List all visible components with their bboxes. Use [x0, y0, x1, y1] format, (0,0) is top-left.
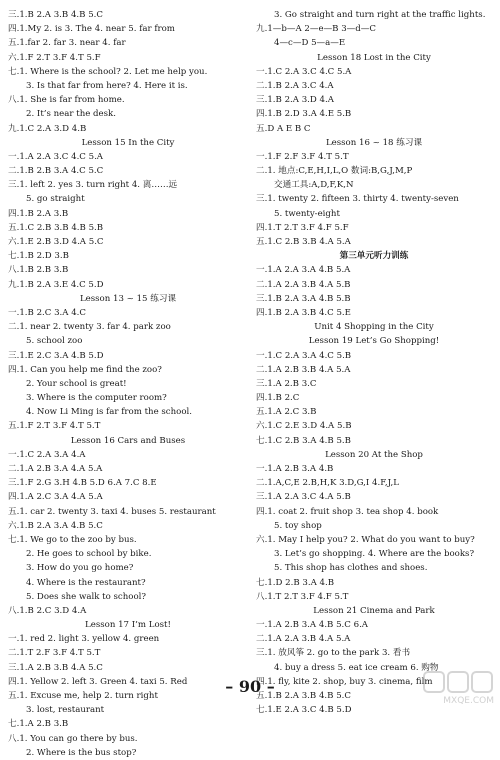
section-heading: Lesson 21 Cinema and Park — [313, 605, 435, 616]
watermark-logo — [422, 668, 494, 706]
answer-line: 七.1. Where is the school? 2. Let me help you. — [8, 66, 208, 77]
section-heading: Lesson 16 Cars and Buses — [70, 435, 186, 446]
answer-line: 五.1.F 2.T 3.F 4.T 5.T — [8, 421, 101, 432]
answer-line: 2. He goes to school by bike. — [26, 549, 152, 560]
answer-line: 五.1. Excuse me, help 2. turn right — [8, 691, 158, 701]
answer-line: 五.1. car 2. twenty 3. taxi 4. buses 5. restaurant — [8, 506, 216, 517]
answer-line: 一.1.A 2.B 3.A 4.B — [256, 464, 334, 474]
answer-line: 5. toy shop — [274, 520, 322, 531]
answer-line: 五.1.C 2.B 3.B 4.B 5.B — [8, 222, 104, 233]
section-heading: Unit 4 Shopping in the City — [314, 322, 434, 333]
answer-line: 三.1.E 2.C 3.A 4.B 5.D — [8, 350, 104, 361]
right-column — [256, 8, 492, 717]
answer-line: 二.1.A 2.B 3.B 4.A 5.A — [256, 364, 351, 375]
answer-line: 一.1.A 2.A 3.C 4.C 5.A — [8, 151, 104, 162]
answer-line: 三.1.A 2.B 3.B 4.A 5.C — [8, 662, 103, 673]
answer-line: 二.1.A 2.A 3.B 4.A 5.B — [256, 279, 351, 290]
answer-line: 四.1.A 2.C 3.A 4.A 5.A — [8, 492, 103, 503]
answer-line: 2. Where is the bus stop? — [26, 747, 137, 758]
answer-line: 一.1.C 2.A 3.C 4.C 5.A — [256, 66, 352, 77]
answer-line: 一.1.A 2.A 3.A 4.B 5.A — [256, 265, 351, 276]
answer-line: 3. Is that far from here? 4. Here it is. — [26, 80, 188, 91]
answer-line: 四.1. Yellow 2. left 3. Green 4. taxi 5. Red — [8, 676, 188, 687]
answer-line: 五.D A E B C — [256, 123, 311, 134]
answer-line: 5. school zoo — [26, 336, 83, 347]
answer-line: 四.1.B 2.D 3.A 4.E 5.B — [256, 109, 352, 120]
answer-line: 九.1—b—A 2—e—B 3—d—C — [256, 24, 376, 35]
answer-line: 四.1. fly, kite 2. shop, buy 3. cinema, film — [256, 676, 433, 687]
page-number: – 90 – — [225, 677, 275, 696]
answer-line: 3. lost, restaurant — [26, 705, 105, 716]
answer-line: 五.1.B 2.A 3.B 4.B 5.C — [256, 691, 351, 701]
answer-line: 一.1. red 2. light 3. yellow 4. green — [8, 634, 160, 645]
answer-line: 七.1.E 2.A 3.C 4.B 5.D — [256, 705, 352, 716]
answer-line: 五.1.C 2.B 3.B 4.A 5.A — [256, 237, 351, 247]
answer-line: 5. go straight — [26, 194, 85, 205]
answer-line: 4. buy a dress 5. eat ice cream 6. 购物 — [274, 662, 439, 673]
answer-line: 5. This shop has clothes and shoes. — [274, 563, 428, 574]
answer-line: 八.1.T 2.T 3.F 4.F 5.T — [256, 591, 349, 602]
section-heading: 第三单元听力训练 — [339, 251, 409, 262]
answer-line: 3. Go straight and turn right at the traffic lights. — [274, 10, 486, 20]
answer-line: 四.1. Can you help me find the zoo? — [8, 364, 162, 375]
answer-line: 5. twenty-eight — [274, 208, 340, 219]
section-heading: Lesson 16 ~ 18 练习课 — [325, 137, 423, 148]
answer-line: 八.1.B 2.B 3.B — [8, 265, 69, 276]
answer-line: 七.1.B 2.D 3.B — [8, 251, 69, 262]
answer-line: 六.1. May I help you? 2. What do you want to buy? — [256, 534, 475, 545]
answer-line: 三.1.B 2.A 3.A 4.B 5.B — [256, 293, 351, 304]
answer-line: 3. How do you go home? — [26, 563, 134, 574]
answer-line: 4. Now Li Ming is far from the school. — [26, 407, 192, 418]
answer-line: 4—c—D 5—a—E — [274, 38, 346, 49]
answer-line: 一.1.A 2.B 3.A 4.B 5.C 6.A — [256, 620, 369, 631]
answer-line: 三.1. twenty 2. fifteen 3. thirty 4. twenty-seven — [256, 194, 459, 205]
left-column — [8, 8, 248, 760]
answer-line: 八.1.B 2.C 3.D 4.A — [8, 605, 87, 616]
section-heading: Lesson 13 ~ 15 练习课 — [79, 293, 177, 304]
answer-line: 九.1.B 2.A 3.E 4.C 5.D — [8, 279, 104, 290]
answer-line: 六.1.B 2.A 3.A 4.B 5.C — [8, 520, 103, 531]
answer-line: 一.1.F 2.F 3.F 4.T 5.T — [256, 151, 349, 162]
answer-line: 七.1.A 2.B 3.B — [8, 719, 69, 730]
answer-line: 九.1.C 2.A 3.D 4.B — [8, 123, 87, 134]
answer-line: 3. Let’s go shopping. 4. Where are the books? — [274, 549, 475, 560]
answer-line: 二.1. near 2. twenty 3. far 4. park zoo — [8, 322, 171, 333]
answer-line: 二.1.A,C,E 2.B,H,K 3.D,G,I 4.F,J,L — [256, 478, 399, 489]
answer-line: 八.1. You can go there by bus. — [8, 733, 138, 744]
answer-line: 2. It’s near the desk. — [26, 109, 116, 120]
answer-line: 一.1.B 2.C 3.A 4.C — [8, 307, 86, 318]
answer-line: 六.1.F 2.T 3.F 4.T 5.F — [8, 52, 101, 63]
answer-line: 交通工具:A,D,F,K,N — [274, 180, 354, 191]
answer-line: 七.1.D 2.B 3.A 4.B — [256, 577, 335, 588]
section-heading: Lesson 18 Lost in the City — [317, 52, 431, 63]
section-heading: Lesson 20 At the Shop — [325, 449, 423, 460]
answer-line: 五.1.far 2. far 3. near 4. far — [8, 38, 126, 49]
answer-line: 二.1.A 2.B 3.A 4.A 5.A — [8, 464, 103, 474]
answer-line: 七.1.C 2.B 3.A 4.B 5.B — [256, 435, 351, 446]
answer-line: 四.1.B 2.A 3.B — [8, 208, 69, 219]
answer-line: 一.1.C 2.A 3.A 4.A — [8, 449, 86, 460]
answer-line: 八.1. She is far from home. — [8, 95, 125, 106]
answer-line: 四.1.My 2. is 3. The 4. near 5. far from — [8, 24, 175, 35]
answer-line: 4. Where is the restaurant? — [26, 577, 146, 588]
watermark-text: MXQE.COM — [443, 696, 494, 706]
section-heading: Lesson 17 I’m Lost! — [85, 620, 171, 631]
watermark-icon — [422, 668, 494, 696]
answer-line: 四.1.B 2.A 3.B 4.C 5.E — [256, 307, 351, 318]
answer-line: 三.1.F 2.G 3.H 4.B 5.D 6.A 7.C 8.E — [8, 478, 157, 489]
answer-line: 二.1.B 2.A 3.C 4.A — [256, 80, 334, 91]
answer-line: 六.1.C 2.E 3.D 4.A 5.B — [256, 421, 352, 432]
answer-line: 三.1.A 2.A 3.C 4.A 5.B — [256, 492, 351, 503]
answer-line: 二.1. 地点:C,E,H,I,L,O 数词:B,G,J,M,P — [256, 166, 413, 177]
answer-line: 五.1.A 2.C 3.B — [256, 407, 317, 418]
answer-line: 七.1. We go to the zoo by bus. — [8, 534, 137, 545]
answer-line: 四.1. coat 2. fruit shop 3. tea shop 4. book — [256, 506, 439, 517]
answer-line: 二.1.T 2.F 3.F 4.T 5.T — [8, 648, 101, 659]
answer-line: 三.1.B 2.A 3.B 4.B 5.C — [8, 10, 103, 20]
answer-line: 5. Does she walk to school? — [26, 591, 146, 602]
answer-line: 2. Your school is great! — [26, 378, 127, 389]
answer-line: 三.1. left 2. yes 3. turn right 4. 离……远 — [8, 180, 178, 191]
answer-line: 四.1.B 2.C — [256, 393, 300, 404]
answer-line: 二.1.A 2.A 3.B 4.A 5.A — [256, 634, 351, 645]
answer-line: 一.1.C 2.A 3.A 4.C 5.B — [256, 350, 352, 361]
answer-line: 六.1.E 2.B 3.D 4.A 5.C — [8, 237, 104, 247]
section-heading: Lesson 19 Let’s Go Shopping! — [308, 336, 440, 347]
answer-line: 三.1.B 2.A 3.D 4.A — [256, 95, 334, 106]
section-heading: Lesson 15 In the City — [81, 137, 175, 148]
answer-line: 四.1.T 2.T 3.F 4.F 5.F — [256, 222, 349, 233]
answer-line: 三.1.A 2.B 3.C — [256, 378, 317, 389]
answer-line: 3. Where is the computer room? — [26, 393, 167, 404]
answer-line: 二.1.B 2.B 3.A 4.C 5.C — [8, 166, 104, 177]
answer-line: 三.1. 放风筝 2. go to the park 3. 看书 — [256, 648, 411, 659]
